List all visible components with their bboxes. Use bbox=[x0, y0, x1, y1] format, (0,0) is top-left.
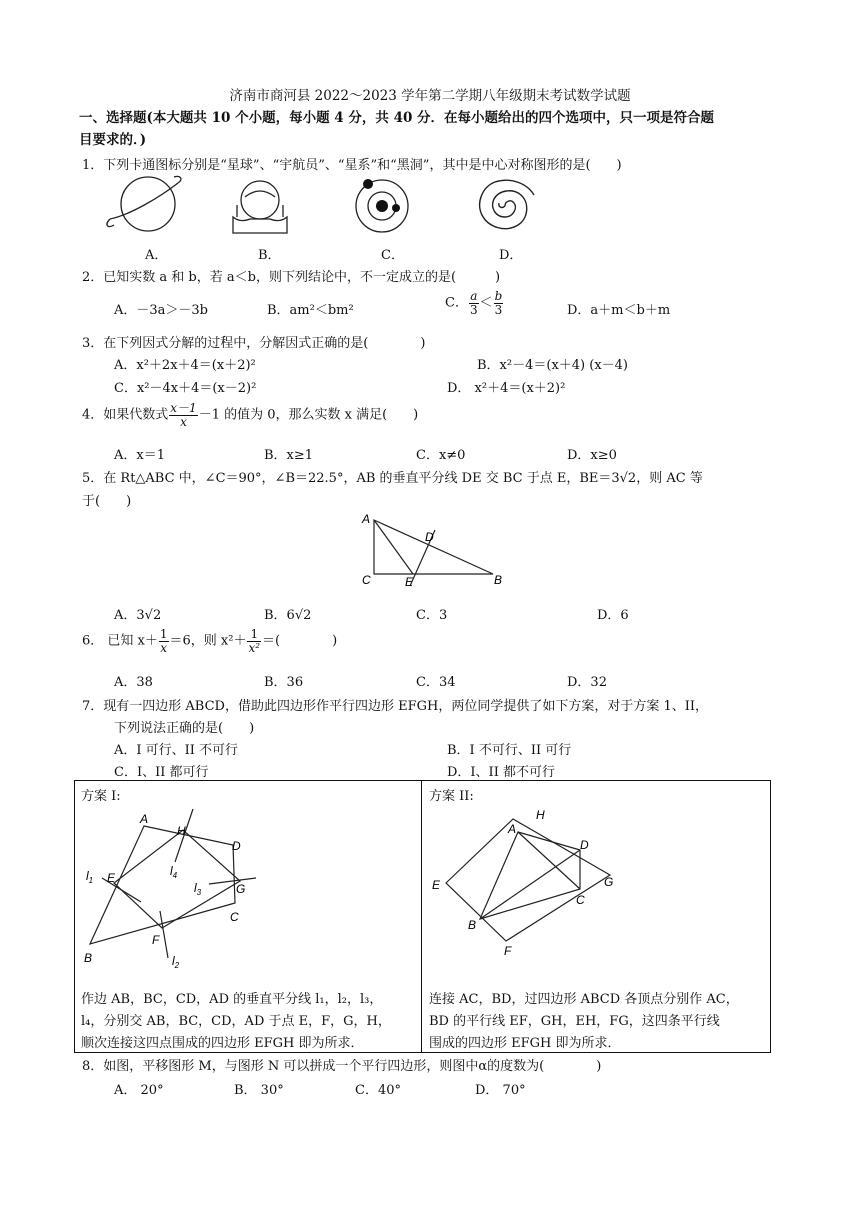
plan1-desc-line1: 作边 AB，BC，CD，AD 的垂直平分线 l₁，l₂，l₃， bbox=[81, 992, 383, 1007]
q6-option-a: A．38 bbox=[114, 675, 153, 690]
q7-option-b: B．I 不可行、II 可行 bbox=[447, 743, 572, 758]
q5-triangle-figure bbox=[355, 512, 515, 588]
q4-option-d: D．x≥0 bbox=[567, 448, 617, 463]
q3-option-b: B．x²－4＝(x＋4) (x－4) bbox=[477, 358, 628, 373]
q3-option-c: C．x²－4x＋4＝(x－2)² bbox=[114, 381, 257, 396]
plan1-label-l1: $l_1$ bbox=[86, 869, 94, 885]
q4-stem: 4．如果代数式 $\frac{x-1}{x}$ －1 的值为 0，那么实数 x 满足( ) bbox=[82, 401, 419, 429]
plan1-label-l3: $l_3$ bbox=[194, 881, 202, 897]
q5-stem-line2: 于( ) bbox=[82, 494, 132, 509]
black-hole-icon bbox=[480, 180, 534, 228]
plan2-figure bbox=[428, 803, 628, 961]
label-b: B bbox=[494, 573, 503, 587]
plan1-label-l4: $l_4$ bbox=[170, 864, 178, 880]
q7-table-divider bbox=[421, 780, 422, 1052]
plan1-label-l2: $l_2$ bbox=[172, 954, 180, 970]
q1-label-d: D． bbox=[499, 248, 523, 263]
plan1-label-f: F bbox=[152, 933, 160, 947]
q3-stem: 3．在下列因式分解的过程中，分解因式正确的是( ) bbox=[82, 336, 426, 351]
q4-option-c: C．x≠0 bbox=[416, 448, 466, 463]
plan1-label-c: C bbox=[230, 910, 239, 924]
page-title: 济南市商河县 2022～2023 学年第二学期八年级期末考试数学试题 bbox=[229, 88, 631, 104]
q5-option-c: C．3 bbox=[416, 608, 448, 623]
plan1-label-g: G bbox=[236, 882, 246, 896]
q1-icons bbox=[100, 175, 560, 239]
plan1-title: 方案 I: bbox=[81, 789, 121, 804]
q5-stem-line1: 5．在 Rt△ABC 中，∠C＝90°，∠B＝22.5°，AB 的垂直平分线 DE 交 BC 于点 E，BE＝3√2，则 AC 等 bbox=[82, 471, 703, 486]
q7-stem-line2: 下列说法正确的是( ) bbox=[114, 721, 255, 736]
plan2-desc-line3: 围成的四边形 EFGH 即为所求． bbox=[429, 1036, 621, 1051]
plan1-label-a: A bbox=[140, 812, 149, 826]
q3-option-d: D． x²＋4＝(x＋2)² bbox=[447, 381, 566, 396]
q6-option-c: C．34 bbox=[416, 675, 456, 690]
section-heading-line2: 目要求的．) bbox=[79, 132, 147, 148]
q1-label-a: A． bbox=[145, 248, 168, 263]
plan2-label-b: B bbox=[468, 918, 477, 932]
galaxy-icon bbox=[356, 179, 408, 232]
q6-option-d: D．32 bbox=[567, 675, 607, 690]
q2-option-d: D．a＋m＜b＋m bbox=[567, 303, 671, 318]
plan2-label-a: A bbox=[508, 822, 517, 836]
q8-option-b: B． 30° bbox=[234, 1083, 284, 1098]
plan2-label-h: H bbox=[536, 808, 545, 822]
q2-option-b: B．am²＜bm² bbox=[267, 303, 354, 318]
q5-option-a: A．3√2 bbox=[114, 608, 162, 623]
plan2-title: 方案 II: bbox=[429, 789, 474, 804]
q7-option-c: C．I、II 都可行 bbox=[114, 765, 209, 780]
q5-option-b: B．6√2 bbox=[264, 608, 312, 623]
plan1-desc-line2: l₄，分别交 AB，BC，CD，AD 于点 E，F，G，H， bbox=[81, 1014, 391, 1029]
plan2-label-c: C bbox=[576, 893, 585, 907]
plan1-figure bbox=[78, 808, 278, 974]
q8-option-d: D． 70° bbox=[475, 1083, 526, 1098]
plan2-label-g: G bbox=[604, 875, 614, 889]
q2-option-c: C． $\frac{a}{3}$ ＜ $\frac{b}{3}$ bbox=[445, 289, 503, 317]
q6-option-b: B．36 bbox=[264, 675, 304, 690]
plan2-label-f: F bbox=[504, 944, 512, 958]
q7-option-d: D．I、II 都不可行 bbox=[447, 765, 555, 780]
q4-option-b: B．x≥1 bbox=[264, 448, 314, 463]
plan2-label-d: D bbox=[580, 838, 589, 852]
q2-option-a: A．－3a＞－3b bbox=[114, 303, 209, 318]
label-d: D bbox=[425, 530, 434, 544]
plan1-label-b: B bbox=[84, 951, 93, 965]
plan1-label-d: D bbox=[232, 839, 241, 853]
q5-option-d: D．6 bbox=[597, 608, 629, 623]
q7-option-a: A．I 可行、II 不可行 bbox=[114, 743, 239, 758]
q1-stem: 1．下列卡通图标分别是“星球”、“宇航员”、“星系”和“黑洞”，其中是中心对称图形的是( ) bbox=[82, 158, 622, 173]
q4-option-a: A．x＝1 bbox=[114, 448, 165, 463]
plan2-desc-line2: BD 的平行线 EF，GH，EH，FG，这四条平行线 bbox=[429, 1014, 720, 1029]
plan2-label-e: E bbox=[432, 878, 441, 892]
q2-stem: 2．已知实数 a 和 b，若 a＜b，则下列结论中，不一定成立的是( ) bbox=[82, 270, 501, 285]
q1-label-c: C． bbox=[381, 248, 404, 263]
plan2-desc-line1: 连接 AC，BD，过四边形 ABCD 各顶点分别作 AC， bbox=[429, 992, 739, 1007]
q3-option-a: A．x²＋2x＋4＝(x＋2)² bbox=[114, 358, 256, 373]
q7-stem-line1: 7．现有一四边形 ABCD，借助此四边形作平行四边形 EFGH，两位同学提供了如下方案，对于方案 1、II， bbox=[82, 699, 708, 714]
label-a: A bbox=[362, 512, 371, 526]
q8-stem: 8．如图，平移图形 M，与图形 N 可以拼成一个平行四边形，则图中α的度数为( ) bbox=[82, 1059, 602, 1074]
astronaut-icon bbox=[233, 181, 287, 233]
section-heading-line1: 一、选择题(本大题共 10 个小题，每小题 4 分，共 40 分．在每小题给出的四个选项中，只一项是符合题 bbox=[79, 110, 715, 126]
label-c: C bbox=[362, 573, 371, 587]
plan1-label-e: E bbox=[107, 871, 116, 885]
q8-option-a: A． 20° bbox=[114, 1083, 164, 1098]
planet-icon bbox=[107, 176, 181, 231]
plan1-label-h: H bbox=[177, 824, 186, 838]
q1-label-b: B． bbox=[258, 248, 281, 263]
plan1-desc-line3: 顺次连接这四点围成的四边形 EFGH 即为所求． bbox=[81, 1036, 364, 1051]
q6-stem: 6． 已知 x＋ $\frac{1}{x}$ ＝6，则 x²＋ $\frac{1}{\text{x²}}$ ＝( ) bbox=[82, 627, 338, 655]
label-e: E bbox=[405, 575, 414, 588]
q8-option-c: C．40° bbox=[355, 1083, 401, 1098]
